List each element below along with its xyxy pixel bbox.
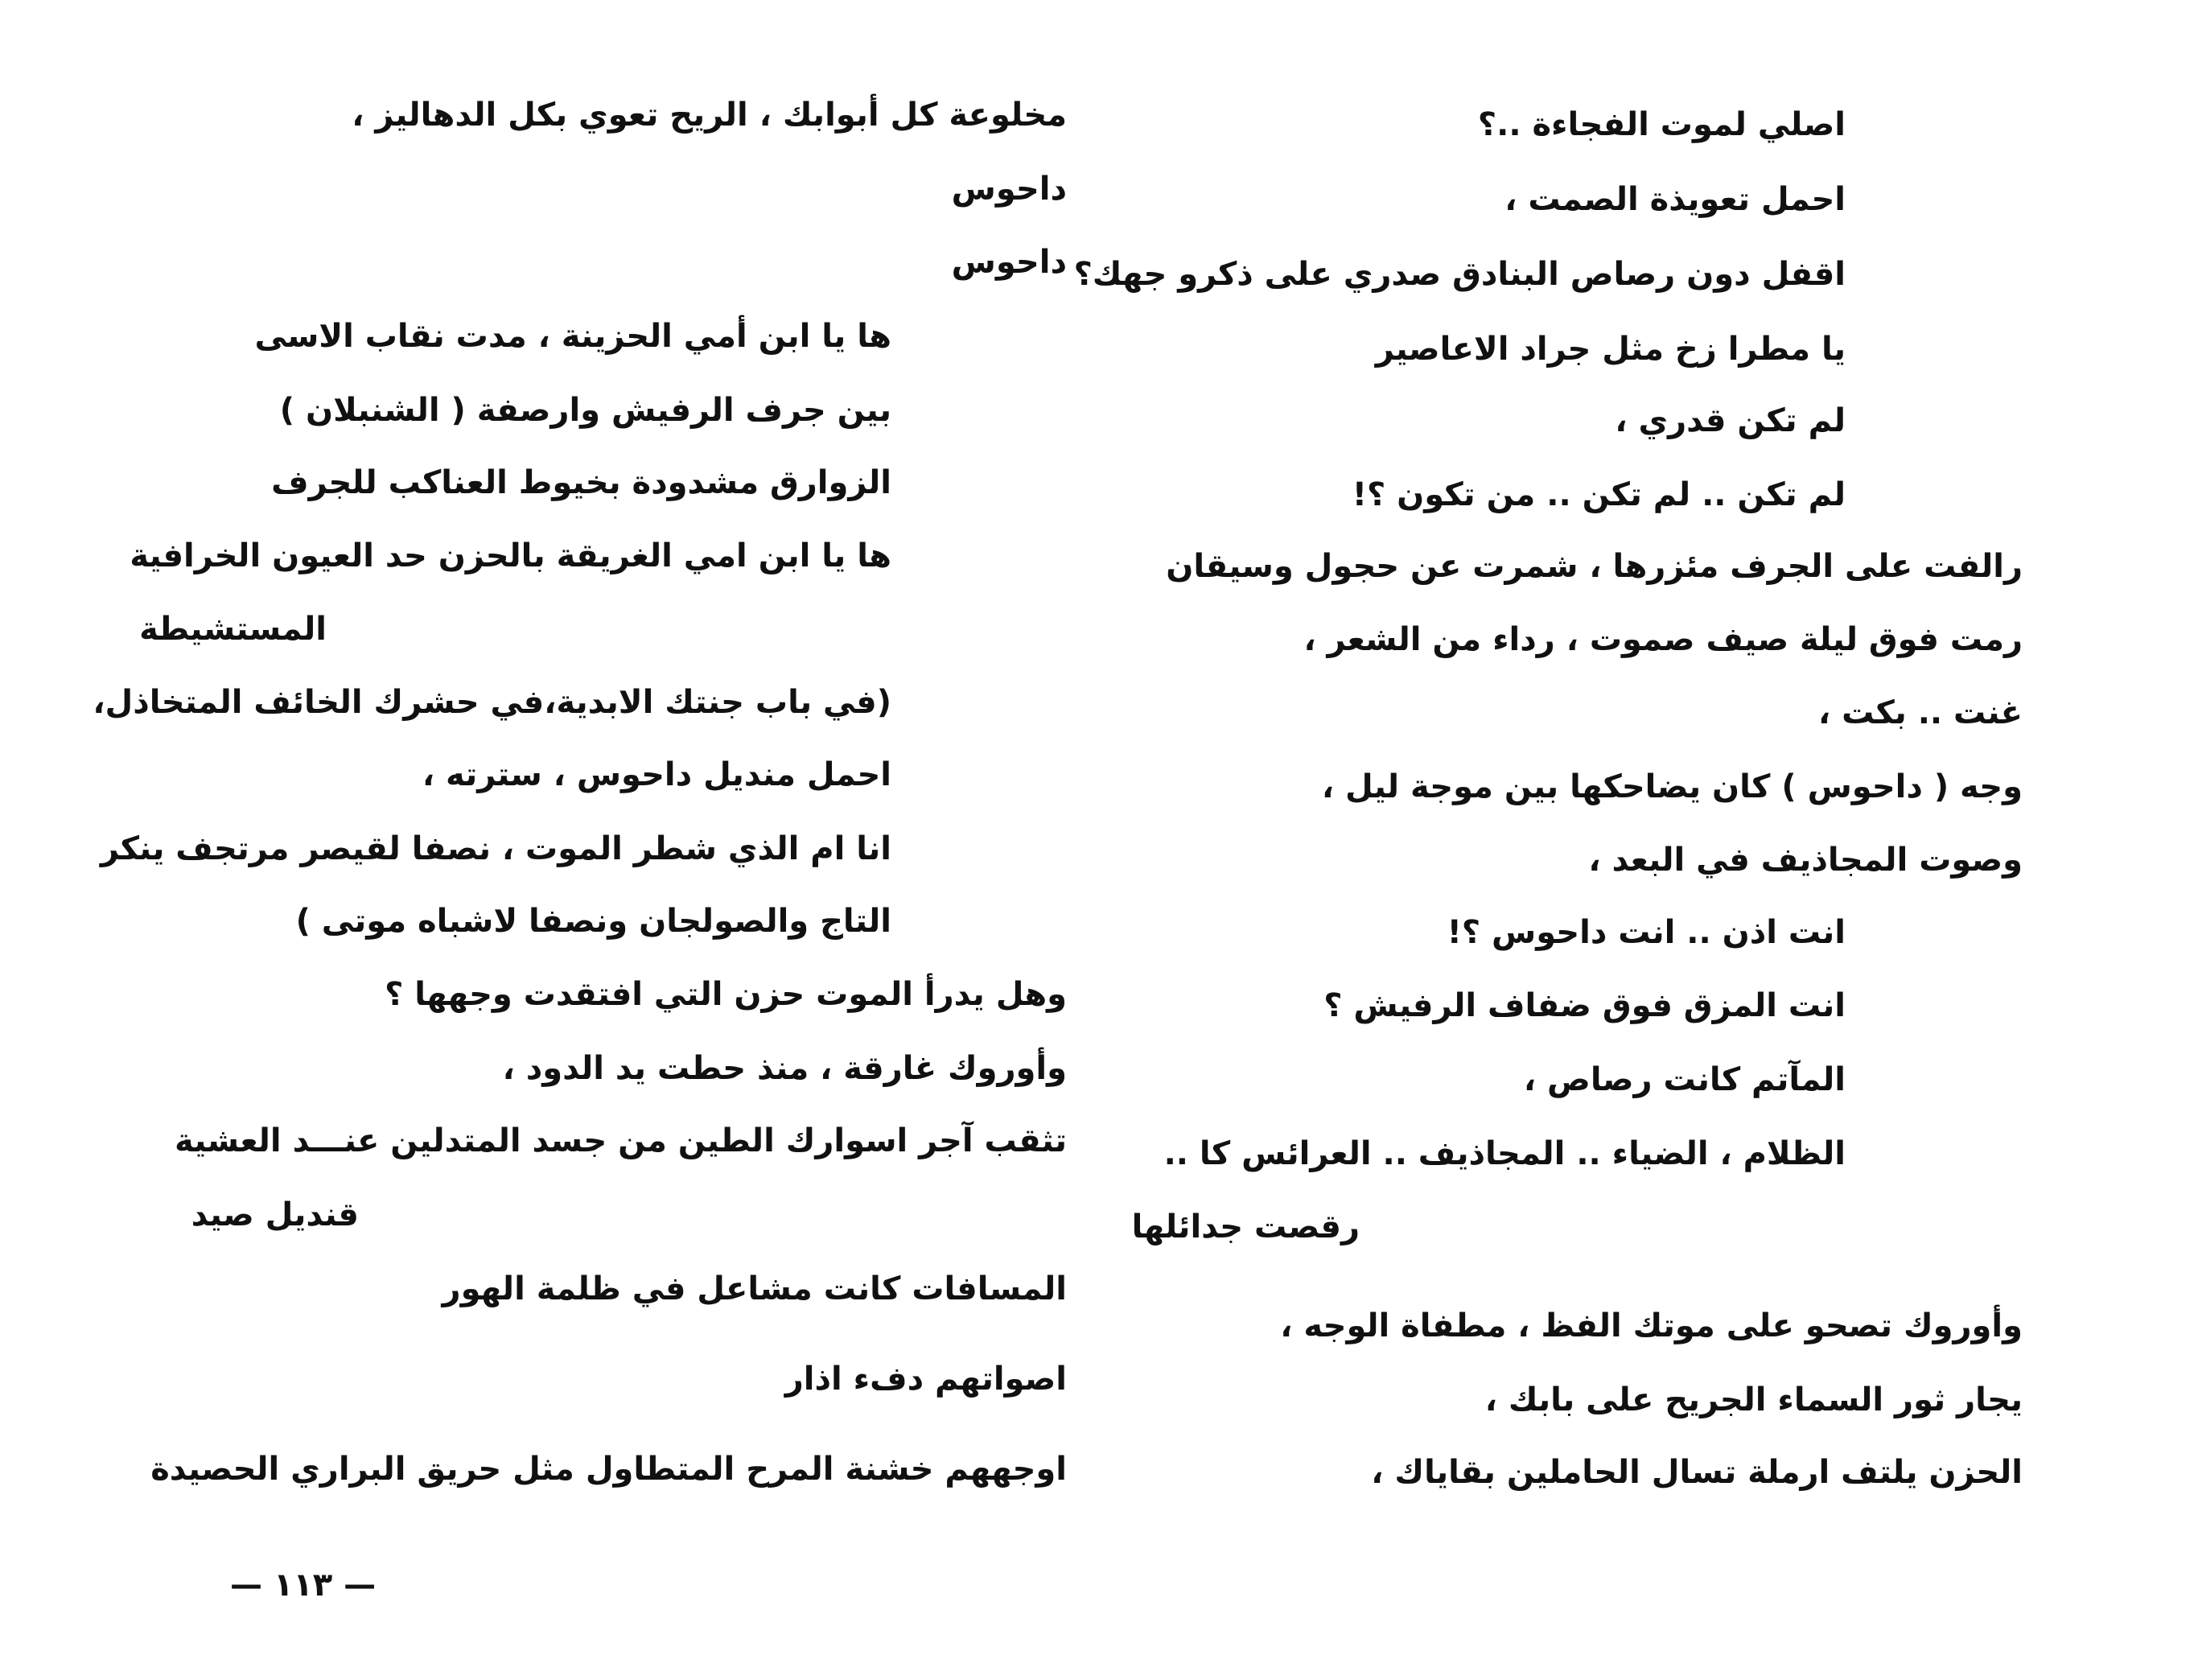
poem-line-right: رقصت جدائلها — [1131, 1209, 1360, 1246]
poem-line-left: اصواتهم دفء اذار — [784, 1361, 1067, 1398]
poem-line-right: انت اذن .. انت داحوس ؟! — [1447, 914, 1846, 951]
poem-line-left: انا ام الذي شطر الموت ، نصفا لقيصر مرتجف ينكر — [100, 830, 891, 867]
poem-line-left: المستشيطة — [139, 611, 327, 648]
poem-line-right: رالفت على الجرف مئزرها ، شمرت عن حجول وسيقان — [1166, 548, 2023, 585]
poem-line-left: بين جرف الرفيش وارصفة ( الشنبلان ) — [279, 392, 891, 429]
poem-line-left: وهل يدرأ الموت حزن التي افتقدت وجهها ؟ — [385, 976, 1067, 1013]
poem-line-left: الزوارق مشدودة بخيوط العناكب للجرف — [271, 464, 891, 501]
poem-line-right: الظلام ، الضياء .. المجاذيف .. العرائس كا .. — [1163, 1135, 1846, 1172]
poem-line-left: مخلوعة كل أبوابك ، الريح تعوي بكل الدهاليز ، — [352, 97, 1067, 134]
poem-line-left: ها يا ابن أمي الحزينة ، مدت نقاب الاسى — [254, 318, 891, 355]
poem-line-left: داحوس — [951, 244, 1067, 281]
poem-line-left: قنديل صيد — [191, 1196, 359, 1233]
poem-line-left: المسافات كانت مشاعل في ظلمة الهور — [442, 1270, 1067, 1307]
poem-line-right: اقفل دون رصاص البنادق صدري على ذكرو جهك؟ — [1073, 256, 1846, 293]
poem-line-left: تثقب آجر اسوارك الطين من جسد المتدلين عنـــد العشية — [175, 1122, 1067, 1159]
poem-line-right: رمت فوق ليلة صيف صموت ، رداء من الشعر ، — [1303, 621, 2023, 658]
poem-line-right: الحزن يلتف ارملة تسال الحاملين بقاياك ، — [1371, 1454, 2023, 1491]
poem-line-right: يجار ثور السماء الجريح على بابك ، — [1484, 1381, 2023, 1419]
poem-line-right: وجه ( داحوس ) كان يضاحكها بين موجة ليل ، — [1321, 768, 2023, 805]
poem-line-right: اصلي لموت الفجاءة ..؟ — [1477, 106, 1846, 143]
poem-line-left: احمل منديل داحوس ، سترته ، — [422, 756, 891, 793]
poem-line-left: (في باب جنتك الابدية،في حشرك الخائف المتخاذل، — [93, 684, 891, 721]
poem-line-right: يا مطرا زخ مثل جراد الاعاصير — [1375, 331, 1846, 368]
page-number: — ١١٣ — — [230, 1567, 377, 1604]
poem-line-right: المآتم كانت رصاص ، — [1523, 1061, 1846, 1098]
poem-line-left: اوجههم خشنة المرح المتطاول مثل حريق البراري الحصيدة — [150, 1451, 1067, 1488]
poem-line-right: انت المزق فوق ضفاف الرفيش ؟ — [1323, 987, 1846, 1024]
poem-line-left: التاج والصولجان ونصفا لاشباه موتى ) — [295, 903, 891, 940]
poem-line-right: لم تكن .. لم تكن .. من تكون ؟! — [1352, 476, 1846, 513]
poem-line-right: وأوروك تصحو على موتك الفظ ، مطفاة الوجه ، — [1280, 1307, 2023, 1344]
poem-line-left: داحوس — [951, 171, 1067, 208]
poem-line-right: لم تكن قدري ، — [1615, 402, 1846, 439]
poem-line-right: وصوت المجاذيف في البعد ، — [1588, 842, 2023, 879]
poem-line-left: وأوروك غارقة ، منذ حطت يد الدود ، — [502, 1050, 1067, 1087]
poem-line-right: غنت .. بكت ، — [1818, 694, 2023, 731]
poem-line-left: ها يا ابن امي الغريقة بالحزن حد العيون الخرافية — [130, 537, 891, 574]
poem-line-right: احمل تعويذة الصمت ، — [1504, 181, 1846, 218]
